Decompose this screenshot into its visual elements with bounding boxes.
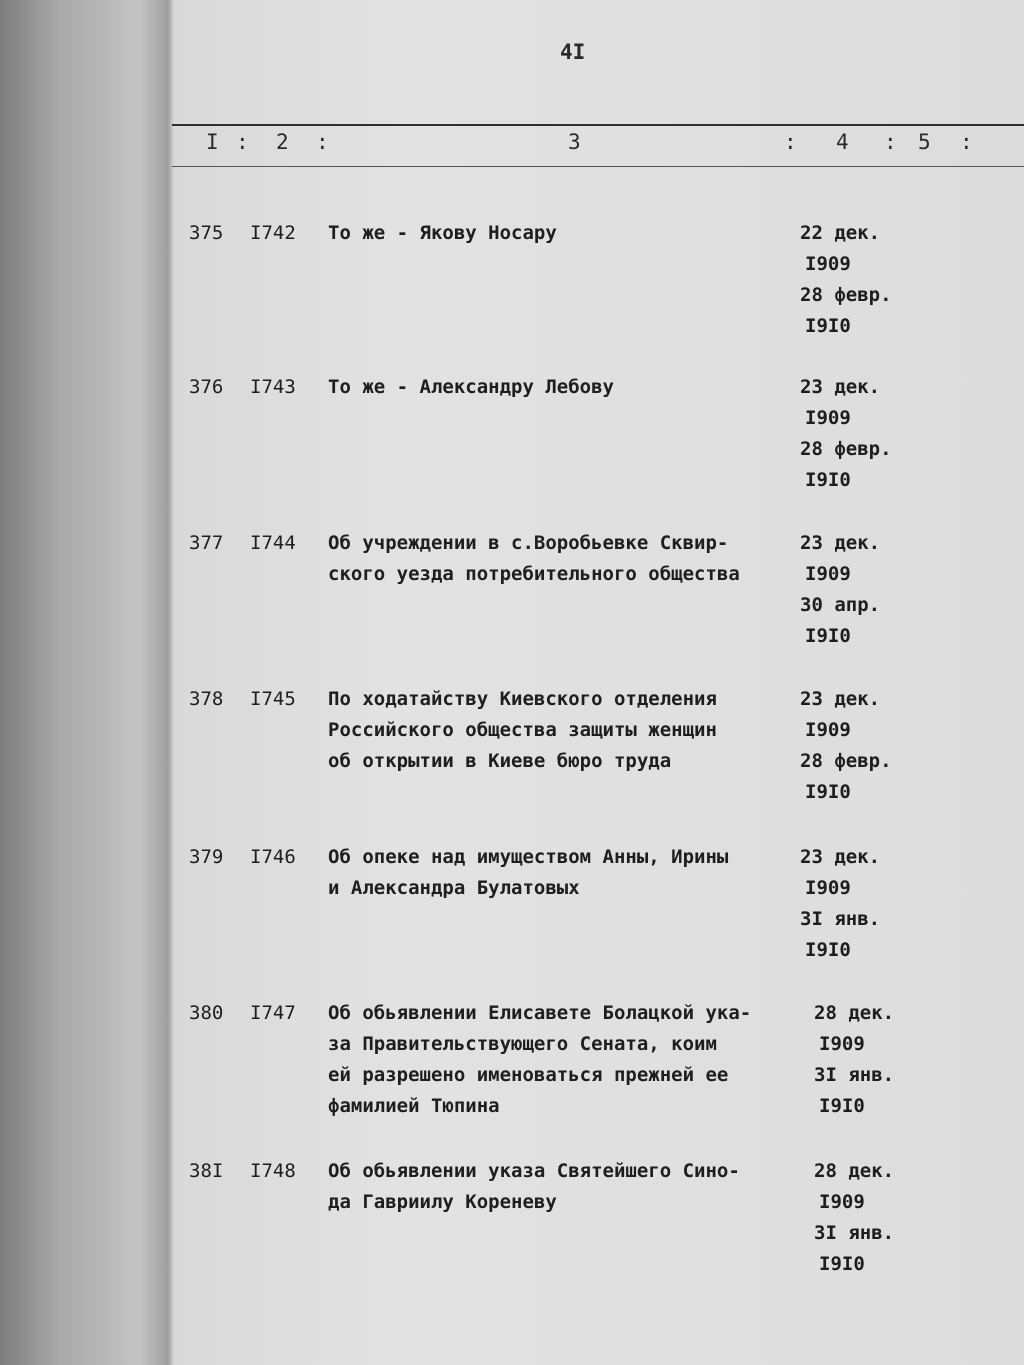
entry-number: 379 — [189, 846, 224, 868]
entry-code: I744 — [250, 532, 296, 554]
start-year: I909 — [819, 1191, 865, 1213]
entry-dates — [814, 998, 894, 1122]
entry-title: Об обьявлении указа Святейшего Сино- да Гавриилу Кореневу — [328, 1160, 740, 1213]
entry-number: 380 — [189, 1002, 224, 1024]
start-date: 22 дек. — [800, 222, 881, 244]
end-date: 3I янв. — [814, 1222, 895, 1244]
entry-number: 378 — [189, 688, 224, 710]
start-date: 23 дек. — [800, 376, 881, 398]
document-page — [172, 0, 1024, 1365]
entry-dates — [800, 842, 880, 966]
header-sep-4: : — [884, 130, 899, 154]
header-col-4: 4 — [836, 130, 851, 154]
entry-title: То же - Якову Носару — [328, 222, 557, 244]
header-sep-3: : — [784, 130, 799, 154]
left-facing-page — [0, 0, 168, 1365]
end-date: 30 апр. — [800, 594, 881, 616]
header-col-5: 5 — [918, 130, 933, 154]
start-year: I909 — [805, 407, 851, 429]
entry-title: Об обьявлении Елисавете Болацкой ука- за Правительствующего Сената, коим ей разрешено именоваться прежней ее фамилией Тюпина — [328, 1002, 752, 1117]
header-sep-1: : — [236, 130, 251, 154]
end-date: 28 февр. — [800, 438, 892, 460]
start-date: 28 дек. — [814, 1002, 895, 1024]
entry-dates — [800, 684, 892, 808]
entry-code: I742 — [250, 222, 296, 244]
header-col-1: I — [206, 130, 221, 154]
entry-dates — [800, 218, 892, 342]
end-year: I9I0 — [805, 625, 851, 647]
end-year: I9I0 — [805, 781, 851, 803]
header-bottom-rule — [172, 166, 1024, 167]
end-date: 28 февр. — [800, 284, 892, 306]
start-year: I909 — [805, 563, 851, 585]
entry-code: I747 — [250, 1002, 296, 1024]
end-date: 3I янв. — [800, 908, 881, 930]
entry-dates — [800, 372, 892, 496]
start-year: I909 — [805, 877, 851, 899]
entry-dates — [814, 1156, 894, 1280]
start-date: 23 дек. — [800, 532, 881, 554]
entry-title: То же - Александру Лебову — [328, 376, 614, 398]
entry-title: Об учреждении в с.Воробьевке Сквир- ского уезда потребительного общества — [328, 532, 740, 585]
entry-number: 375 — [189, 222, 224, 244]
start-date: 28 дек. — [814, 1160, 895, 1182]
entry-number: 377 — [189, 532, 224, 554]
entry-code: I743 — [250, 376, 296, 398]
header-col-2: 2 — [276, 130, 291, 154]
end-date: 28 февр. — [800, 750, 892, 772]
header-top-rule — [172, 124, 1024, 126]
start-year: I909 — [805, 253, 851, 275]
start-date: 23 дек. — [800, 688, 881, 710]
end-year: I9I0 — [819, 1253, 865, 1275]
end-date: 3I янв. — [814, 1064, 895, 1086]
page-number: 4I — [560, 40, 586, 64]
start-year: I909 — [819, 1033, 865, 1055]
entry-title: По ходатайству Киевского отделения Российского общества защиты женщин об открытии в Киеве бюро труда — [328, 688, 717, 772]
end-year: I9I0 — [805, 315, 851, 337]
entry-title: Об опеке над имуществом Анны, Ирины и Александра Булатовых — [328, 846, 729, 899]
end-year: I9I0 — [805, 469, 851, 491]
entry-code: I746 — [250, 846, 296, 868]
header-sep-2: : — [316, 130, 331, 154]
end-year: I9I0 — [819, 1095, 865, 1117]
entry-code: I745 — [250, 688, 296, 710]
entry-number: 38I — [189, 1160, 224, 1182]
entry-dates — [800, 528, 880, 652]
end-year: I9I0 — [805, 939, 851, 961]
header-col-3: 3 — [568, 130, 583, 154]
entry-code: I748 — [250, 1160, 296, 1182]
start-year: I909 — [805, 719, 851, 741]
start-date: 23 дек. — [800, 846, 881, 868]
entry-number: 376 — [189, 376, 224, 398]
header-sep-5: : — [960, 130, 975, 154]
